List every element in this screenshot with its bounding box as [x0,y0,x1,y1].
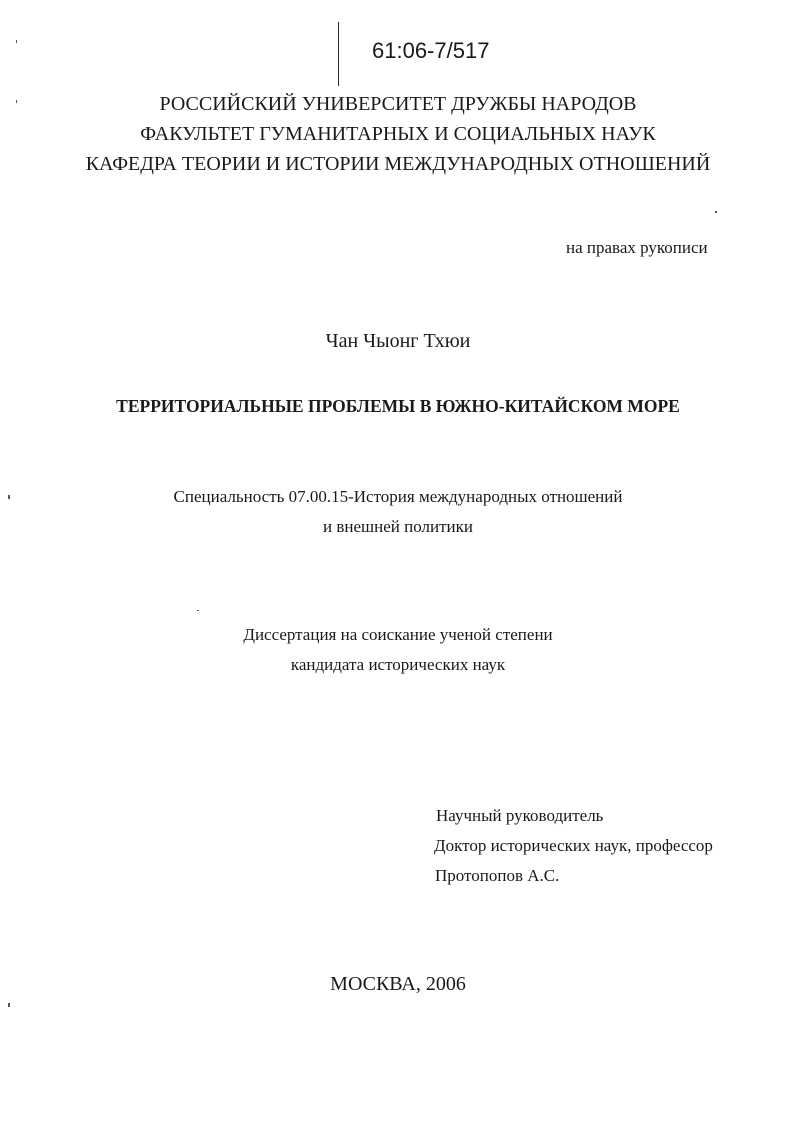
scan-speck [8,1003,10,1007]
specialty-line-2: и внешней политики [323,517,473,536]
supervisor-name: Протопопов А.С. [435,866,560,885]
university-name: РОССИЙСКИЙ УНИВЕРСИТЕТ ДРУЖБЫ НАРОДОВ [159,93,637,115]
stamp-divider-line [338,22,339,86]
author-name: Чан Чыонг Тхюи [325,330,471,352]
scan-speck [16,40,17,43]
scan-speck [197,610,199,611]
supervisor-degree: Доктор исторических наук, профессор [434,836,713,855]
dissertation-title: ТЕРРИТОРИАЛЬНЫЕ ПРОБЛЕМЫ В ЮЖНО-КИТАЙСКОМ МОРЕ [116,396,680,416]
manuscript-note: на правах рукописи [566,238,708,257]
department-name: КАФЕДРА ТЕОРИИ И ИСТОРИИ МЕЖДУНАРОДНЫХ ОТНОШЕНИЙ [85,153,711,175]
degree-line-1: Диссертация на соискание ученой степени [243,625,553,644]
scan-speck [16,100,17,103]
archive-code: 61:06-7/517 [372,38,490,63]
scan-speck [715,211,717,213]
scan-speck [8,495,10,499]
faculty-name: ФАКУЛЬТЕТ ГУМАНИТАРНЫХ И СОЦИАЛЬНЫХ НАУК [140,123,656,145]
supervisor-role: Научный руководитель [436,806,604,825]
specialty-line-1: Специальность 07.00.15-История международных отношений [173,487,623,506]
place-and-year: МОСКВА, 2006 [330,973,466,995]
degree-line-2: кандидата исторических наук [290,655,506,674]
